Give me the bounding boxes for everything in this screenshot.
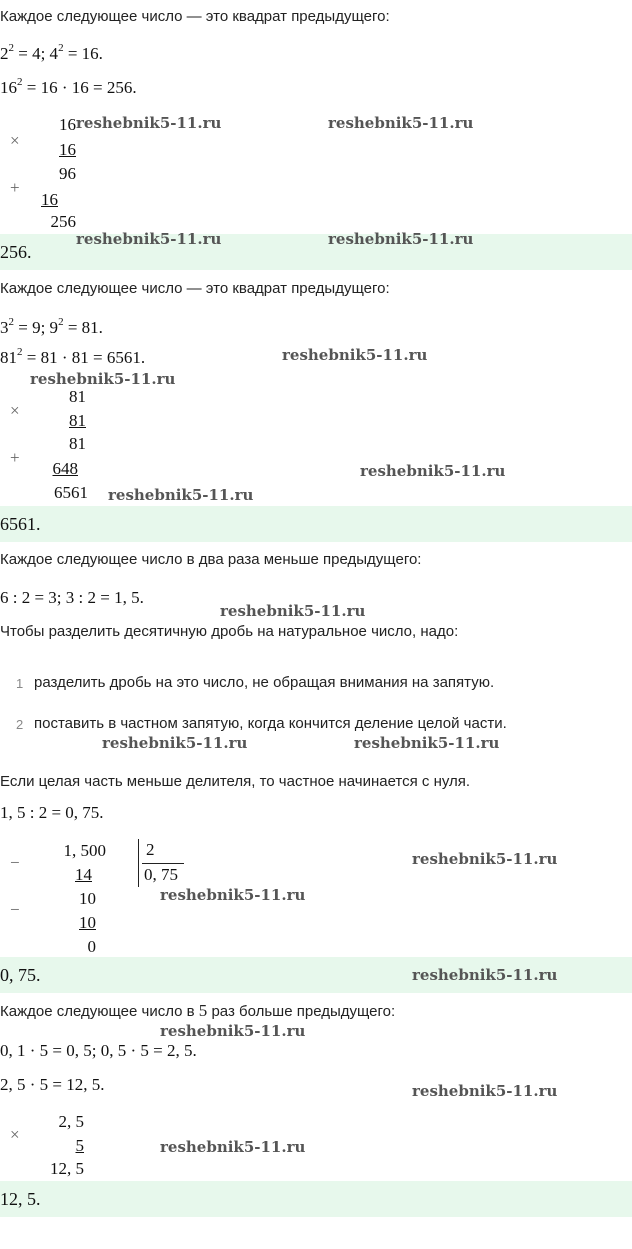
rule-text: Чтобы разделить десятичную дробь на натуральное число, надо: [0, 623, 459, 640]
watermark: reshebnik5-11.ru [328, 114, 474, 132]
divisor: 2 [146, 840, 155, 859]
times-sign: × [10, 401, 20, 420]
equation-line: $16^2 = 16 \cdot 16 = 256$. [0, 76, 137, 97]
watermark: reshebnik5-11.ru [102, 734, 248, 752]
factor: 5 [75, 1136, 84, 1155]
minus-sign: − [10, 853, 20, 872]
watermark: reshebnik5-11.ru [282, 346, 428, 364]
remainder: 10 [79, 889, 96, 908]
note-text: Если целая часть меньше делителя, то частное начинается с нуля. [0, 773, 471, 790]
watermark: reshebnik5-11.ru [108, 486, 254, 504]
factor: 81 [69, 387, 86, 406]
equation-line: 6 : 2 = 3; 3 : 2 = 1, 5. [0, 588, 144, 607]
factor: 2, 5 [58, 1112, 84, 1131]
division-line [142, 863, 184, 864]
answer-text: 0, 75. [0, 965, 41, 985]
watermark: reshebnik5-11.ru [412, 850, 558, 868]
times-sign: × [10, 1125, 20, 1144]
product-result: 6561 [54, 483, 88, 502]
partial-product: 648 [52, 459, 78, 478]
minus-sign: − [10, 900, 20, 919]
plus-sign: + [10, 448, 20, 467]
partial-product: 96 [59, 164, 76, 183]
division-bar [138, 839, 139, 887]
watermark: reshebnik5-11.ru [328, 230, 474, 248]
equation-line: 0, 1 · 5 = 0, 5; 0, 5 · 5 = 2, 5. [0, 1041, 197, 1060]
answer-text: 6561. [0, 514, 41, 534]
intro-text: Каждое следующее число в два раза меньше предыдущего: [0, 551, 422, 568]
watermark: reshebnik5-11.ru [160, 886, 306, 904]
partial-product: 16 [41, 190, 58, 209]
dividend: 1, 500 [63, 841, 106, 860]
answer-text: 12, 5. [0, 1189, 41, 1209]
factor: 81 [69, 411, 86, 430]
watermark: reshebnik5-11.ru [354, 734, 500, 752]
watermark: reshebnik5-11.ru [160, 1022, 306, 1040]
partial-product: 81 [69, 434, 86, 453]
factor: 16 [59, 140, 76, 159]
watermark: reshebnik5-11.ru [76, 114, 222, 132]
quotient: 0, 75 [144, 865, 178, 884]
watermark: reshebnik5-11.ru [220, 602, 366, 620]
product-result: 12, 5 [50, 1159, 84, 1178]
list-item: поставить в частном запятую, когда кончится деление целой части. [34, 715, 507, 732]
watermark: reshebnik5-11.ru [30, 370, 176, 388]
times-sign: × [10, 131, 20, 150]
plus-sign: + [10, 178, 20, 197]
answer-text: 256. [0, 242, 32, 262]
equation-line: 1, 5 : 2 = 0, 75. [0, 803, 104, 822]
list-number: 1 [16, 676, 24, 691]
equation-line: $2^2 = 4$; $4^2 = 16$. [0, 42, 103, 63]
watermark: reshebnik5-11.ru [412, 966, 558, 984]
answer-box [0, 1181, 632, 1217]
subtrahend: 14 [75, 865, 92, 884]
intro-text: Каждое следующее число в 5 раз больше предыдущего: [0, 1001, 396, 1020]
equation-line: $81^2 = 81 \cdot 81 = 6561$. [0, 346, 146, 367]
list-item: разделить дробь на это число, не обращая внимания на запятую. [34, 674, 495, 691]
watermark: reshebnik5-11.ru [76, 230, 222, 248]
watermark: reshebnik5-11.ru [360, 462, 506, 480]
remainder: 0 [87, 937, 96, 956]
factor: 16 [59, 115, 76, 134]
equation-line: $3^2 = 9$; $9^2 = 81$. [0, 316, 103, 337]
product-result: 256 [50, 212, 76, 231]
equation-line: 2, 5 · 5 = 12, 5. [0, 1075, 105, 1094]
answer-box [0, 506, 632, 542]
watermark: reshebnik5-11.ru [412, 1082, 558, 1100]
subtrahend: 10 [79, 913, 96, 932]
list-number: 2 [16, 717, 24, 732]
watermark: reshebnik5-11.ru [160, 1138, 306, 1156]
intro-text: Каждое следующее число — это квадрат предыдущего: [0, 8, 390, 25]
intro-text: Каждое следующее число — это квадрат предыдущего: [0, 280, 390, 297]
